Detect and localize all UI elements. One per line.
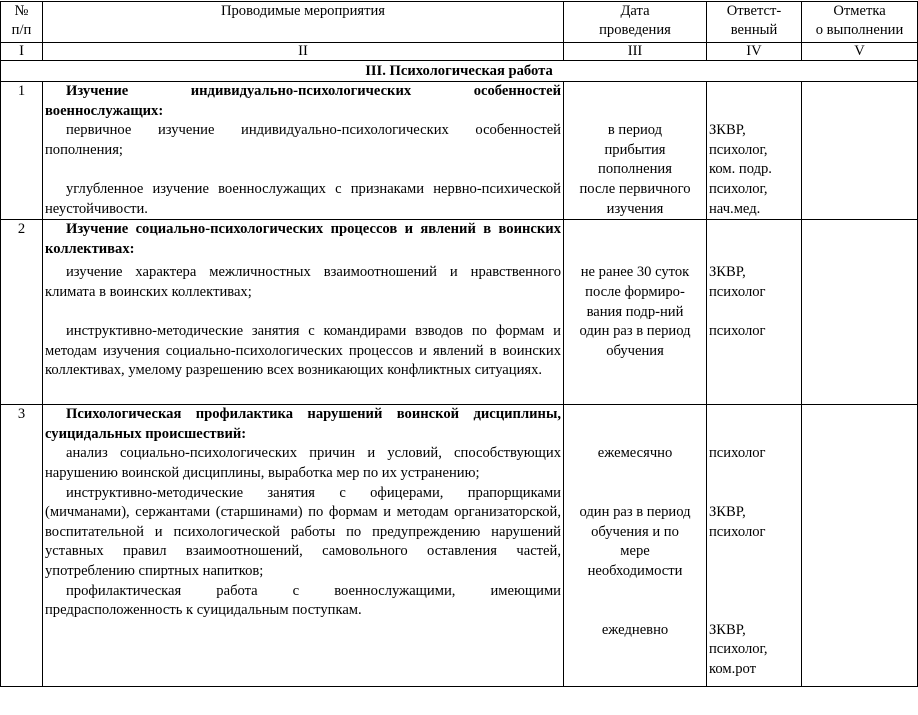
activity-item: инструктивно-методические занятия с командирами взводов по формам и методам изучения социально-психологических процессов и явлений в воинских коллективах, умелому разрешению всех возникающих конфликтных ситуациях. xyxy=(45,323,561,379)
row-number: 2 xyxy=(1,220,43,405)
responsible-line: психолог xyxy=(709,283,766,300)
responsible-line: ЗКВР, xyxy=(709,504,746,521)
responsible-line: психолог xyxy=(709,445,766,462)
activity-cell xyxy=(43,220,564,405)
responsible-line: психолог, xyxy=(709,180,768,197)
responsible-line: ком.рот xyxy=(709,660,757,677)
responsible-cell xyxy=(707,82,802,220)
responsible-line: психолог, xyxy=(709,141,768,158)
responsible-line: ЗКВР, xyxy=(709,621,746,638)
date-line: ежедневно xyxy=(601,621,669,638)
header-completion-line2: о выполнении xyxy=(815,22,904,38)
date-line: в период xyxy=(607,122,663,139)
header-responsible xyxy=(707,2,802,43)
date-line: прибытия xyxy=(604,141,666,158)
roman-numbering-row xyxy=(1,43,918,61)
roman-col-1: I xyxy=(1,43,43,61)
header-responsible-line1: Ответст- xyxy=(726,3,782,19)
date-line: необходимости xyxy=(587,562,683,579)
activity-title: Изучение социально-психологических процессов и явлений в воинских коллективах: xyxy=(45,221,561,257)
date-line: один раз в период xyxy=(579,323,691,340)
responsible-line: ЗКВР, xyxy=(709,122,746,139)
header-number-line2: п/п xyxy=(11,22,32,38)
table-row xyxy=(1,82,918,220)
header-activities xyxy=(43,2,564,43)
roman-col-4: IV xyxy=(707,43,802,61)
activity-item: первичное изучение индивидуально-психологических особенностей пополнения; xyxy=(45,122,561,158)
date-cell xyxy=(564,405,707,687)
table-row xyxy=(1,220,918,405)
date-line: вания подр-ний xyxy=(586,303,684,320)
completion-cell xyxy=(802,405,918,687)
header-number xyxy=(1,2,43,43)
activity-item: инструктивно-методические занятия с офицерами, прапорщиками (мичманами), сержантами (старшинами) по формам и методам организаторской, воспитательной и психологической работы по предупреждению нарушений уставных правил взаимоотношений, самовольного оставления частей, употреблению спиртных напитков; xyxy=(45,484,561,579)
responsible-line: психолог xyxy=(709,523,766,540)
responsible-line: ЗКВР, xyxy=(709,264,746,281)
date-line: обучения xyxy=(606,342,664,359)
activity-title: Изучение индивидуально-психологических особенностей военнослужащих: xyxy=(45,83,561,119)
roman-col-5: V xyxy=(802,43,918,61)
header-date-line2: проведения xyxy=(599,22,671,38)
table-row xyxy=(1,405,918,687)
header-activities-label: Проводимые мероприятия xyxy=(220,3,386,19)
plan-table xyxy=(0,1,918,687)
responsible-line: психолог xyxy=(709,323,766,340)
responsible-line: ком. подр. xyxy=(709,161,772,178)
activity-item: профилактическая работа с военнослужащими, имеющими предрасположенность к суицидальным поступкам. xyxy=(45,582,561,619)
header-date xyxy=(564,2,707,43)
header-date-line1: Дата xyxy=(620,3,650,19)
activity-item: анализ социально-психологических причин и условий, способствующих нарушению воинской дисциплины, выработка мер по их устранению; xyxy=(45,445,561,481)
header-completion-line1: Отметка xyxy=(833,3,886,19)
responsible-line: нач.мед. xyxy=(709,200,761,217)
responsible-cell xyxy=(707,220,802,405)
date-line: изучения xyxy=(606,200,664,217)
header-responsible-line2: венный xyxy=(730,22,778,38)
date-line: один раз в период xyxy=(579,504,691,521)
roman-col-2: II xyxy=(43,43,564,61)
date-line: ежемесячно xyxy=(597,445,673,462)
row-number: 1 xyxy=(1,82,43,220)
date-line: обучения и по xyxy=(591,523,679,540)
date-line: пополнения xyxy=(598,161,672,178)
header-completion xyxy=(802,2,918,43)
section-row xyxy=(1,61,918,82)
activity-cell xyxy=(43,82,564,220)
date-line: мере xyxy=(620,543,650,560)
row-number: 3 xyxy=(1,405,43,687)
date-cell xyxy=(564,220,707,405)
activity-title: Психологическая профилактика нарушений воинской дисциплины, суицидальных происшествий: xyxy=(45,406,561,442)
roman-col-3: III xyxy=(564,43,707,61)
completion-cell xyxy=(802,82,918,220)
completion-cell xyxy=(802,220,918,405)
header-number-line1: № xyxy=(14,3,29,19)
responsible-cell xyxy=(707,405,802,687)
responsible-line: психолог, xyxy=(709,641,768,658)
date-cell xyxy=(564,82,707,220)
date-line: после первичного xyxy=(579,180,691,197)
date-line: после формиро- xyxy=(585,283,685,300)
activity-item: углубленное изучение военнослужащих с признаками нервно-психической неустойчивости. xyxy=(45,180,561,217)
table-header-row xyxy=(1,2,918,43)
activity-cell xyxy=(43,405,564,687)
activity-item: изучение характера межличностных взаимоотношений и нравственного климата в воинских коллективах; xyxy=(45,264,561,300)
section-title: III. Психологическая работа xyxy=(1,61,918,82)
date-line: не ранее 30 суток xyxy=(580,264,690,281)
